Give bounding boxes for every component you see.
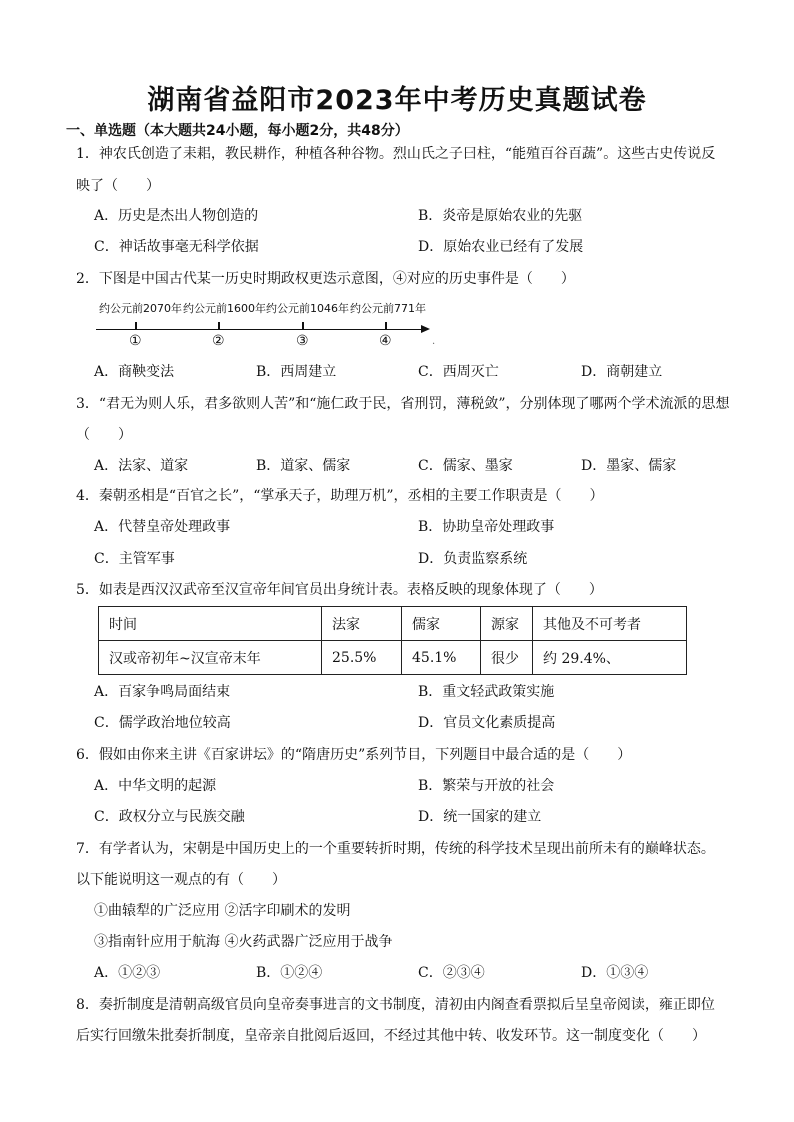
timeline-tick [385, 322, 387, 330]
question-3-stem: 3．“君无为则人乐，君多欲则人苦”和“施仁政于民，省刑罚，薄税敛”，分别体现了哪两个学术流派的思想 [76, 396, 730, 412]
q6-option-b[interactable]: B．繁荣与开放的社会 [418, 778, 555, 794]
q7-option-c[interactable]: C．②③④ [418, 965, 485, 981]
q6-option-a[interactable]: A．中华文明的起源 [94, 778, 217, 794]
timeline-tick [218, 322, 220, 330]
table-header-row [99, 607, 687, 641]
q7-option-a[interactable]: A．①②③ [94, 965, 161, 981]
q5-option-c[interactable]: C．儒学政治地位较高 [94, 715, 231, 731]
q3-option-a[interactable]: A．法家、道家 [94, 458, 189, 474]
question-2-stem: 2．下图是中国古代某一历史时期政权更迭示意图，④对应的历史事件是（ ） [76, 271, 575, 287]
timeline-date-1: 约公元前2070年 [99, 302, 182, 315]
q1-option-d[interactable]: D．原始农业已经有了发展 [418, 239, 584, 255]
section-heading: 一、单选题（本大题共24小题，每小题2分，共48分） [66, 123, 409, 139]
timeline-date-4: 约公元前771年 [350, 302, 426, 315]
question-6-stem: 6．假如由你来主讲《百家讲坛》的“隋唐历史”系列节目，下列题目中最合适的是（ ） [76, 747, 632, 763]
table-header-cell: 源家 [481, 607, 533, 641]
timeline-axis [96, 329, 422, 330]
q3-option-b[interactable]: B．道家、儒家 [256, 458, 351, 474]
table-header-cell: 时间 [99, 607, 322, 641]
q4-option-b[interactable]: B．协助皇帝处理政事 [418, 519, 555, 535]
q2-option-d[interactable]: D．商朝建立 [581, 364, 663, 380]
timeline-marker-4: ④ [379, 333, 392, 349]
q5-option-a[interactable]: A．百家争鸣局面结束 [94, 684, 231, 700]
q5-option-b[interactable]: B．重文轻武政策实施 [418, 684, 555, 700]
timeline-tick [135, 322, 137, 330]
question-5-stem: 5．如表是西汉汉武帝至汉宣帝年间官员出身统计表。表格反映的现象体现了（ ） [76, 582, 603, 598]
timeline-marker-1: ① [129, 333, 142, 349]
timeline-tick [302, 322, 304, 330]
table-cell: 45.1% [402, 641, 481, 675]
q1-option-a[interactable]: A．历史是杰出人物创造的 [94, 208, 259, 224]
q4-option-c[interactable]: C．主管军事 [94, 551, 175, 567]
question-1-stem: 1．神农氏创造了耒耜，教民耕作，种植各种谷物。烈山氏之子曰柱，“能殖百谷百蔬”。这些古史传说反 [76, 146, 716, 162]
q4-option-d[interactable]: D．负责监察系统 [418, 551, 528, 567]
q2-option-a[interactable]: A．商鞅变法 [94, 364, 175, 380]
q3-option-c[interactable]: C．儒家、墨家 [418, 458, 513, 474]
question-8-stem-cont: 后实行回缴朱批奏折制度，皇帝亲自批阅后返回，不经过其他中转、收发环节。这一制度变化（ ） [76, 1028, 706, 1044]
q6-option-c[interactable]: C．政权分立与民族交融 [94, 809, 245, 825]
timeline-marker-2: ② [212, 333, 225, 349]
q4-option-a[interactable]: A．代替皇帝处理政事 [94, 519, 231, 535]
question-4-stem: 4．秦朝丞相是“百官之长”，“掌承天子，助理万机”，丞相的主要工作职责是（ ） [76, 488, 604, 504]
table-header-cell: 儒家 [402, 607, 481, 641]
q7-option-b[interactable]: B．①②④ [256, 965, 323, 981]
question-8-stem: 8．奏折制度是清朝高级官员向皇帝奏事进言的文书制度，清初由内阁查看票拟后呈皇帝阅读，雍正即位 [76, 997, 715, 1013]
table-header-cell: 法家 [322, 607, 402, 641]
timeline-arrow-icon [421, 325, 430, 333]
question-3-stem-cont: （ ） [76, 427, 132, 443]
timeline-marker-3: ③ [296, 333, 309, 349]
q7-items-line-1: ①曲辕犁的广泛应用 ②活字印刷术的发明 [94, 903, 351, 919]
table-cell: 很少 [481, 641, 533, 675]
official-origin-table [98, 606, 687, 675]
q7-items-line-2: ③指南针应用于航海 ④火药武器广泛应用于战争 [94, 934, 393, 950]
question-1-stem-cont: 映了（ ） [76, 178, 160, 194]
q7-option-d[interactable]: D．①③④ [581, 965, 649, 981]
page-title: 湖南省益阳市2023年中考历史真题试卷 [147, 85, 647, 116]
question-7-stem-cont: 以下能说明这一观点的有（ ） [76, 872, 286, 888]
q1-option-c[interactable]: C．神话故事毫无科学依据 [94, 239, 259, 255]
table-cell: 25.5% [322, 641, 402, 675]
table-cell: 约 29.4%、 [533, 641, 687, 675]
table-header-cell: 其他及不可考者 [533, 607, 687, 641]
q6-option-d[interactable]: D．统一国家的建立 [418, 809, 542, 825]
timeline-date-3: 约公元前1046年 [266, 302, 349, 315]
timeline-dot: . [432, 336, 436, 347]
q3-option-d[interactable]: D．墨家、儒家 [581, 458, 677, 474]
q1-option-b[interactable]: B．炎帝是原始农业的先驱 [418, 208, 583, 224]
q5-option-d[interactable]: D．官员文化素质提高 [418, 715, 556, 731]
timeline-date-2: 约公元前1600年 [183, 302, 266, 315]
table-row [99, 641, 687, 675]
q2-option-b[interactable]: B．西周建立 [256, 364, 337, 380]
table-cell: 汉或帝初年~汉宣帝末年 [99, 641, 322, 675]
question-7-stem: 7．有学者认为，宋朝是中国历史上的一个重要转折时期，传统的科学技术呈现出前所未有的巅峰状态。 [76, 841, 715, 857]
q2-option-c[interactable]: C．西周灭亡 [418, 364, 499, 380]
